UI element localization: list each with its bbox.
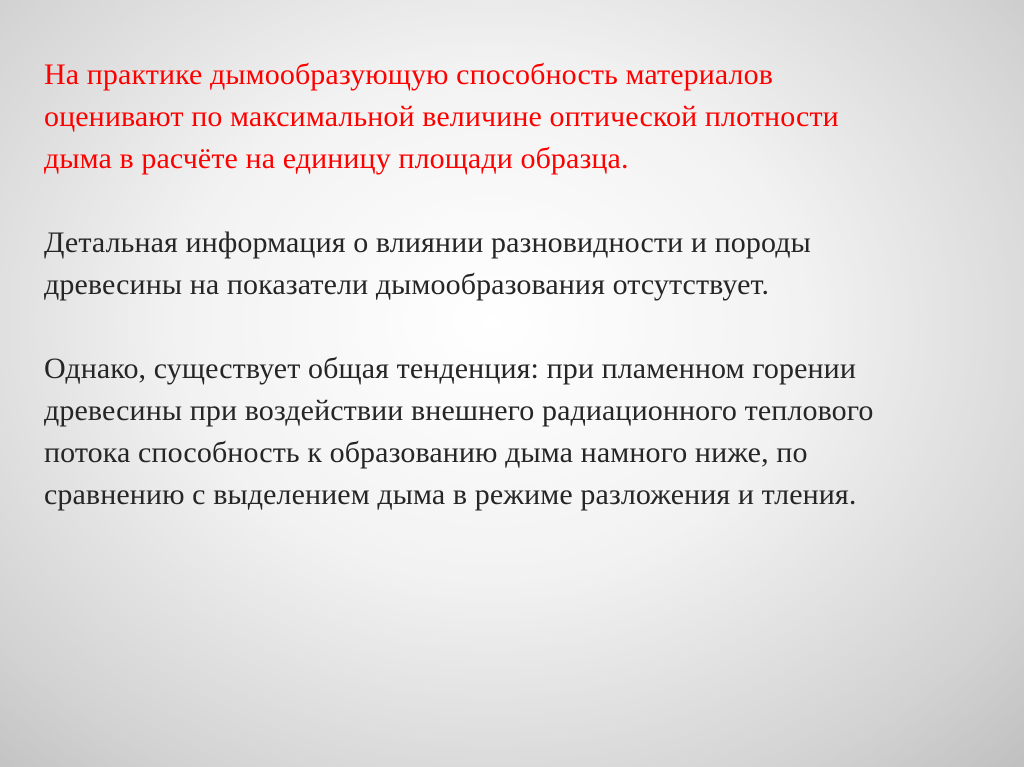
paragraph-line: оценивают по максимальной величине оптической плотности bbox=[44, 100, 839, 133]
paragraph-wood-info bbox=[44, 222, 994, 306]
paragraph-line: сравнению с выделением дыма в режиме разложения и тления. bbox=[44, 478, 857, 511]
paragraph-line: дыма в расчёте на единицу площади образца. bbox=[44, 142, 629, 175]
slide-text-block bbox=[44, 54, 994, 516]
paragraph-line: потока способность к образованию дыма намного ниже, по bbox=[44, 436, 808, 469]
paragraph-smoke-evaluation bbox=[44, 54, 994, 180]
paragraph-general-tendency bbox=[44, 348, 994, 516]
paragraph-line: На практике дымообразующую способность материалов bbox=[44, 58, 773, 91]
paragraph-line: древесины при воздействии внешнего радиационного теплового bbox=[44, 394, 874, 427]
paragraph-spacer bbox=[44, 180, 994, 222]
paragraph-spacer bbox=[44, 306, 994, 348]
paragraph-line: Однако, существует общая тенденция: при пламенном горении bbox=[44, 352, 856, 385]
paragraph-line: Детальная информация о влиянии разновидности и породы bbox=[44, 226, 811, 259]
paragraph-line: древесины на показатели дымообразования отсутствует. bbox=[44, 268, 770, 301]
